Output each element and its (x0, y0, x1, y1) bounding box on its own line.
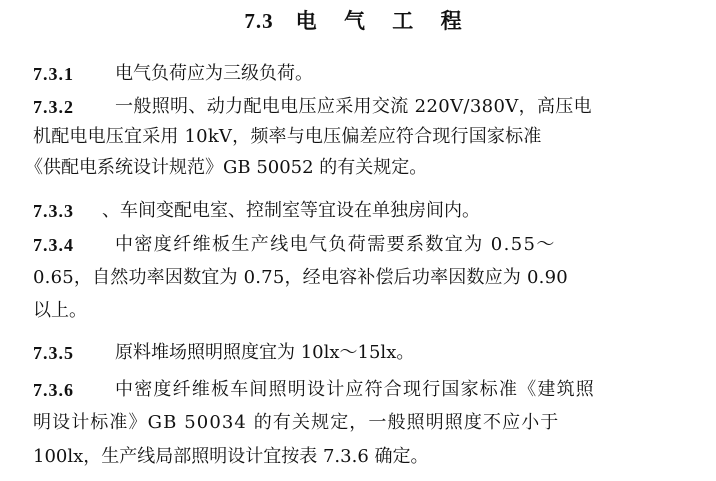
section-heading (0, 6, 716, 36)
clause-text-line: 明设计标准》GB 50034 的有关规定，一般照明照度不应小于 (33, 412, 560, 433)
section-title: 电 气 工 程 (295, 8, 472, 33)
clause-7-3-4-line-2 (0, 263, 716, 293)
clause-text-line: 电气负荷应为三级负荷。 (115, 63, 313, 84)
clause-number: 7.3.4 (33, 235, 74, 255)
clause-text-line: 机配电电压宜采用 10kV，频率与电压偏差应符合现行国家标准 (33, 126, 542, 147)
clause-text-line: 以上。 (33, 300, 87, 321)
clause-7-3-2-line-2 (0, 122, 716, 152)
clause-text-line: 一般照明、动力配电电压应采用交流 220V/380V，高压电 (115, 96, 592, 117)
clause-number: 7.3.1 (33, 64, 74, 84)
clause-number: 7.3.3 (33, 201, 74, 221)
clause-text-line: 中密度纤维板生产线电气负荷需要系数宜为 0.55～ (115, 234, 556, 255)
clause-7-3-6 (0, 375, 716, 405)
clause-7-3-6-line-3 (0, 442, 716, 472)
clause-text-line: 《供配电系统设计规范》GB 50052 的有关规定。 (25, 157, 428, 178)
clause-number: 7.3.5 (33, 343, 74, 363)
clause-7-3-4-line-3 (0, 296, 716, 326)
clause-text-line: 中密度纤维板车间照明设计应符合现行国家标准《建筑照 (115, 379, 595, 400)
clause-text-line: 原料堆场照明照度宜为 10lx～15lx。 (115, 342, 415, 363)
clause-number: 7.3.2 (33, 97, 74, 117)
clause-7-3-5 (0, 338, 716, 368)
section-number: 7.3 (244, 9, 274, 33)
clause-7-3-2-line-3 (0, 153, 716, 183)
clause-7-3-6-line-2 (0, 408, 716, 438)
clause-text-line: 100lx，生产线局部照明设计宜按表 7.3.6 确定。 (33, 446, 429, 467)
clause-7-3-4 (0, 230, 716, 260)
clause-text-line: 、车间变配电室、控制室等宜设在单独房间内。 (102, 200, 480, 221)
clause-number: 7.3.6 (33, 380, 74, 400)
clause-7-3-2 (0, 92, 716, 122)
clause-7-3-3 (0, 196, 716, 226)
clause-text-line: 0.65，自然功率因数宜为 0.75，经电容补偿后功率因数应为 0.90 (33, 267, 568, 288)
clause-7-3-1 (0, 59, 716, 89)
